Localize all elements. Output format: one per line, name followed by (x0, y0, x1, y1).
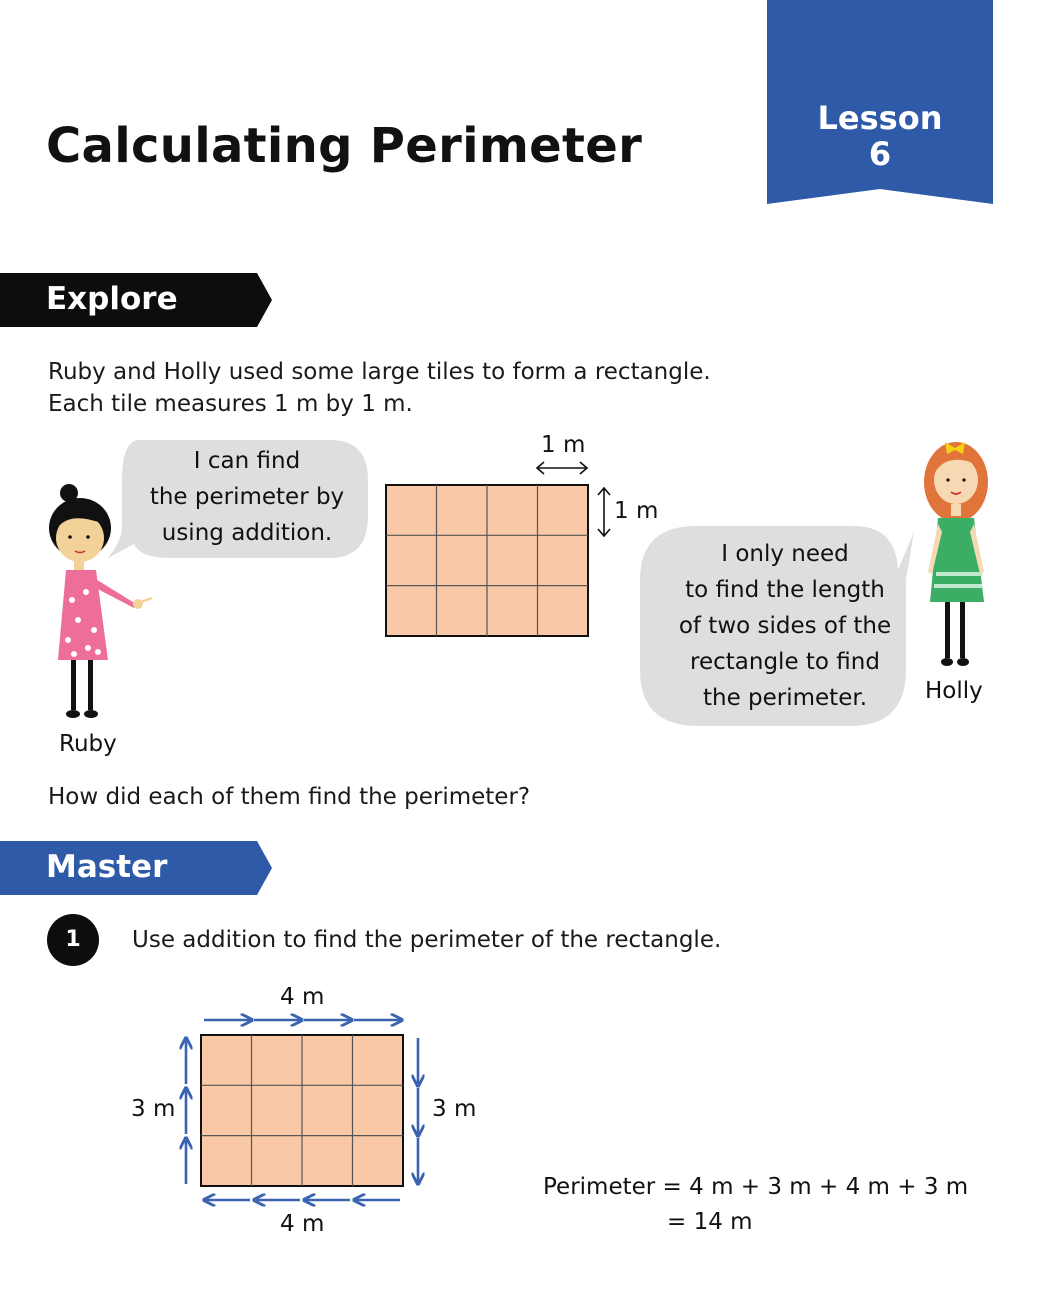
explore-line-2: Each tile measures 1 m by 1 m. (48, 391, 413, 417)
master-heading: Master (46, 849, 168, 885)
page-title: Calculating Perimeter (46, 118, 643, 174)
tile-width-arrow-icon (534, 458, 590, 478)
holly-bubble-line: the perimeter. (702, 685, 868, 711)
right-side-label: 3 m (432, 1096, 477, 1122)
lesson-label: Lesson (817, 99, 943, 137)
explore-heading: Explore (46, 281, 178, 317)
ruby-bubble-line: I can find (193, 448, 301, 474)
holly-bubble-line: I only need (721, 541, 849, 567)
ruby-character (38, 480, 158, 725)
explore-line-1: Ruby and Holly used some large tiles to form a rectangle. (48, 359, 711, 385)
ruby-bubble-text (122, 443, 372, 551)
ruby-bubble-line: using addition. (161, 520, 333, 546)
lesson-number: 6 (868, 135, 892, 173)
perimeter-equation-line-2: = 14 m (667, 1209, 753, 1235)
tile-height-arrow-icon (594, 485, 614, 539)
holly-bubble-line: rectangle to find (690, 649, 880, 675)
holly-character (918, 432, 998, 672)
top-side-label: 4 m (280, 984, 325, 1010)
question-1-text: Use addition to find the perimeter of the rectangle. (132, 927, 722, 953)
ruby-name: Ruby (59, 731, 117, 757)
holly-bubble-line: to find the length (685, 577, 885, 603)
holly-bubble-line: of two sides of the (678, 613, 892, 639)
question-number-badge: 1 (47, 914, 99, 966)
tile-height-label: 1 m (614, 498, 659, 524)
ruby-bubble-line: the perimeter by (149, 484, 345, 510)
perimeter-equation-line-1: Perimeter = 4 m + 3 m + 4 m + 3 m (543, 1174, 969, 1200)
holly-bubble-text (645, 536, 925, 716)
holly-name: Holly (925, 678, 983, 704)
explore-tile-rectangle (384, 483, 590, 639)
lesson-badge (767, 100, 993, 172)
master-perimeter-diagram (170, 1004, 440, 1216)
explore-question: How did each of them find the perimeter? (48, 784, 531, 810)
left-side-label: 3 m (131, 1096, 176, 1122)
tile-width-label: 1 m (541, 432, 586, 458)
bottom-side-label: 4 m (280, 1211, 325, 1237)
